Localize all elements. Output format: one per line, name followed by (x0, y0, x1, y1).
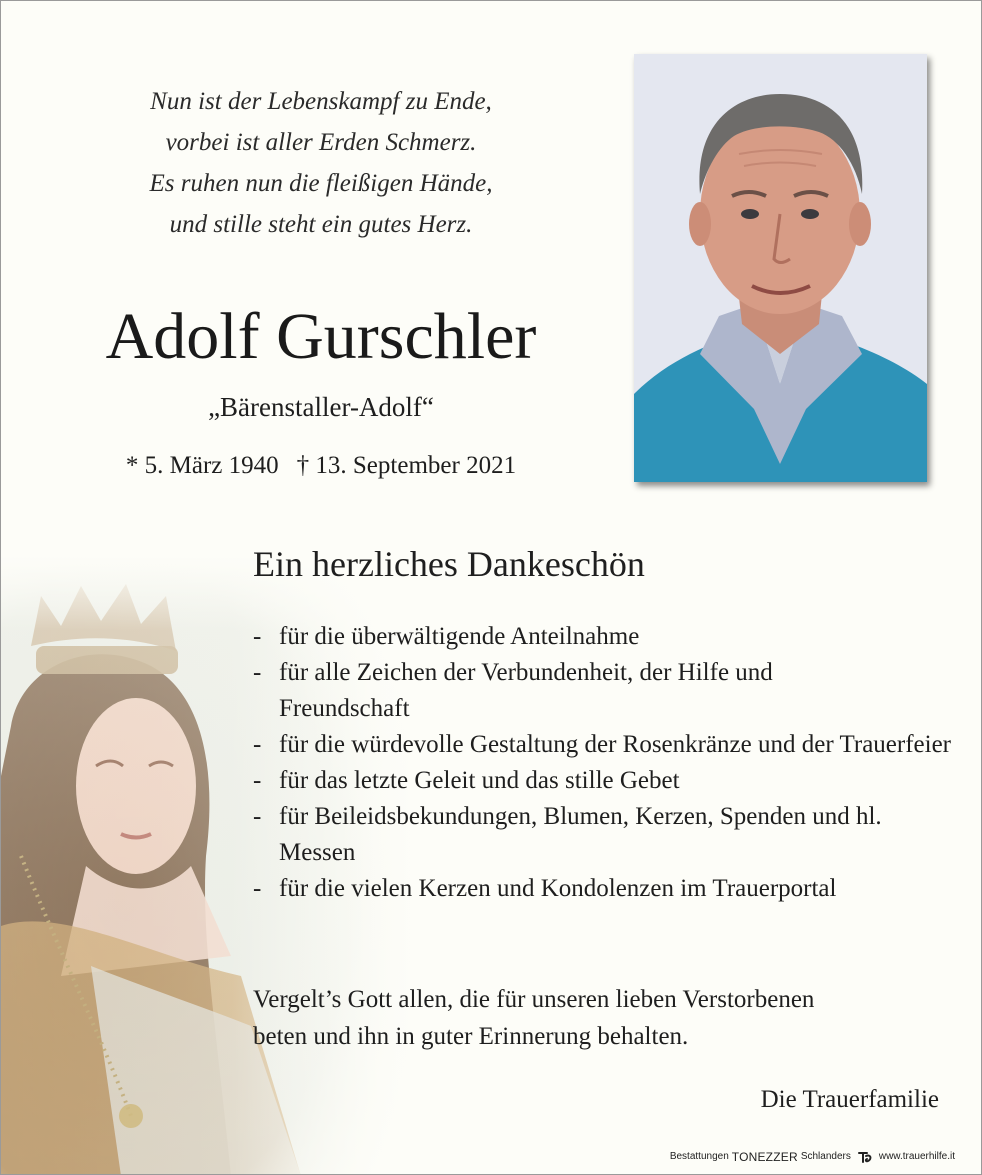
list-item-text: für die würdevolle Gestaltung der Rosenkränze und der Trauerfeier (279, 731, 951, 758)
list-dash: - (253, 659, 262, 686)
closing-line: Vergelt’s Gott allen, die für unseren lieben Verstorbenen (253, 986, 815, 1013)
list-dash: - (253, 803, 262, 830)
birth-date: * 5. März 1940 (125, 452, 279, 479)
list-item (253, 655, 953, 727)
death-date: † 13. September 2021 (296, 452, 517, 479)
poem (61, 81, 581, 245)
list-dash: - (253, 731, 262, 758)
trauerhilfe-logo-icon (857, 1150, 873, 1164)
list-item-text: für alle Zeichen der Verbundenheit, der Hilfe und Freundschaft (279, 659, 773, 722)
footer-place: Schlanders (800, 1151, 851, 1162)
portrait-photo (634, 54, 927, 482)
footer-credit (670, 1149, 955, 1165)
list-item (253, 871, 953, 907)
deceased-nickname: „Bärenstaller-Adolf“ (208, 392, 434, 422)
poem-line: Es ruhen nun die fleißigen Hände, (149, 170, 493, 197)
thanks-list (253, 619, 953, 907)
list-item (253, 799, 953, 871)
closing-text (253, 981, 953, 1055)
footer-brand: TONEZZER (731, 1150, 798, 1164)
list-item-text: für die überwältigende Anteilnahme (279, 623, 640, 650)
poem-line: vorbei ist aller Erden Schmerz. (165, 129, 477, 156)
list-item-text: für die vielen Kerzen und Kondolenzen im Trauerportal (279, 875, 837, 902)
footer-url: www.trauerhilfe.it (878, 1151, 955, 1162)
list-item-text: für Beileidsbekundungen, Blumen, Kerzen, Spenden und hl. Messen (279, 803, 882, 866)
closing-line: beten und ihn in guter Erinnerung behalten. (253, 1023, 689, 1050)
poem-line: Nun ist der Lebenskampf zu Ende, (150, 88, 492, 115)
signature: Die Trauerfamilie (760, 1086, 939, 1113)
portrait-illustration (634, 54, 927, 482)
list-dash: - (253, 623, 262, 650)
list-item (253, 763, 953, 799)
list-item (253, 619, 953, 655)
life-dates (21, 449, 621, 483)
list-dash: - (253, 875, 262, 902)
thanks-heading: Ein herzliches Dankeschön (253, 544, 645, 584)
list-item (253, 727, 953, 763)
list-item-text: für das letzte Geleit und das stille Gebet (279, 767, 680, 794)
list-dash: - (253, 767, 262, 794)
poem-line: und stille steht ein gutes Herz. (169, 211, 473, 238)
deceased-name: Adolf Gurschler (105, 300, 537, 373)
footer-prefix: Bestattungen (669, 1151, 729, 1162)
